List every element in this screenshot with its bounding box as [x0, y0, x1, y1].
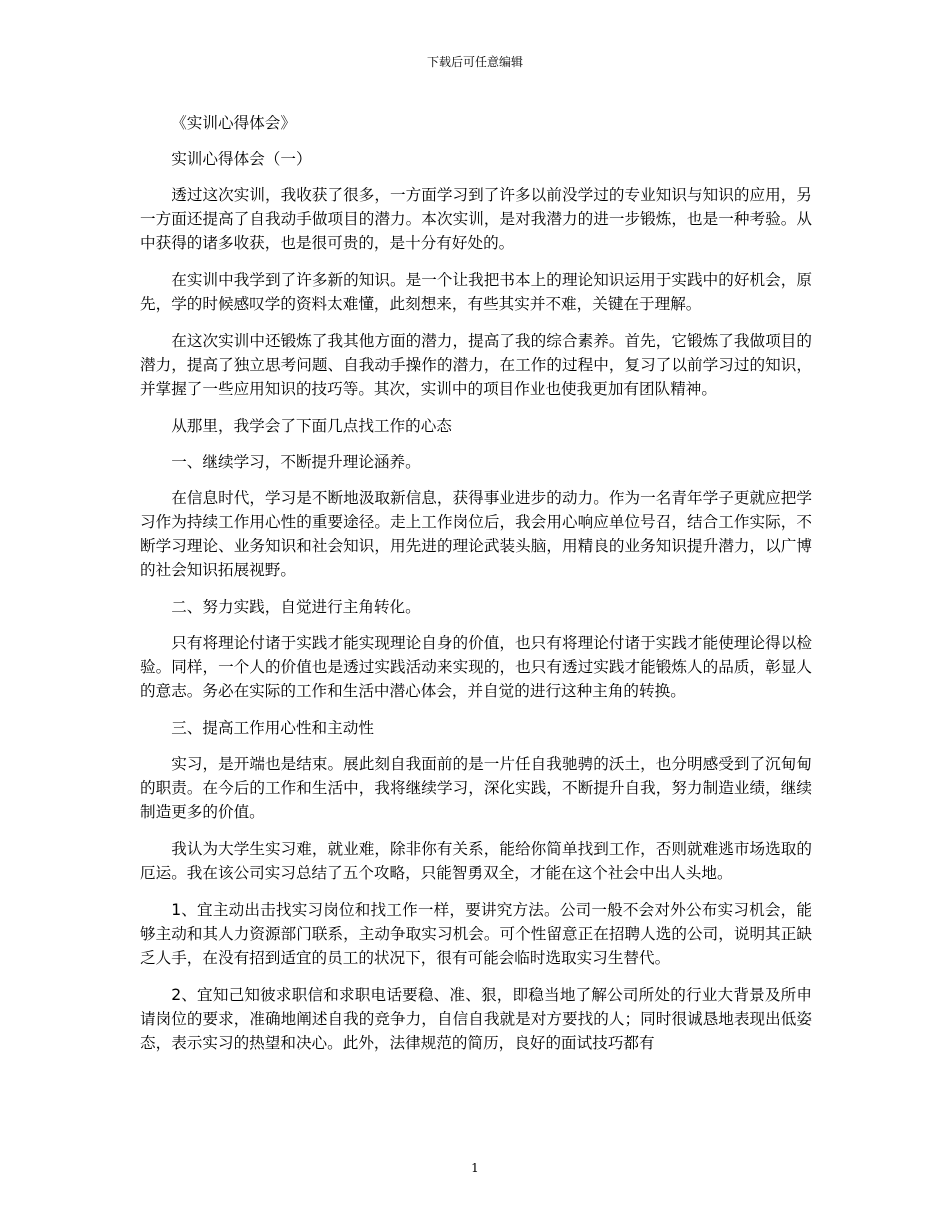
- paragraph: 在信息时代，学习是不断地汲取新信息，获得事业进步的动力。作为一名青年学子更就应把学习作为持续工作用心性的重要途径。走上工作岗位后，我会用心响应单位号召，结合工作实际，不断学习理论、业务知识和社会知识，用先进的理论武装头脑，用精良的业务知识提升潜力，以广博的社会知识拓展视野。: [140, 489, 812, 579]
- paragraph: 2、宜知己知彼求职信和求职电话要稳、准、狠，即稳当地了解公司所处的行业大背景及所申请岗位的要求，准确地阐述自我的竞争力，自信自我就是对方要找的人；同时很诚恳地表现出低姿态，表示实习的热望和决心。此外，法律规范的简历，良好的面试技巧都有: [140, 986, 812, 1052]
- section-heading: 一、继续学习，不断提升理论涵养。: [171, 453, 421, 471]
- document-subtitle: 实训心得体会（一）: [171, 150, 312, 168]
- paragraph: 从那里，我学会了下面几点找工作的心态: [171, 417, 452, 435]
- page-header: 下载后可任意编辑: [426, 55, 523, 69]
- section-heading: 三、提高工作用心性和主动性: [171, 719, 374, 737]
- paragraph: 在实训中我学到了许多新的知识。是一个让我把书本上的理论知识运用于实践中的好机会，原先，学的时候感叹学的资料太难懂，此刻想来，有些其实并不难，关键在于理解。: [140, 271, 812, 313]
- page-number: 1: [471, 1161, 479, 1175]
- paragraph: 透过这次实训，我收获了很多，一方面学习到了许多以前没学过的专业知识与知识的应用，另一方面还提高了自我动手做项目的潜力。本次实训，是对我潜力的进一步锻炼，也是一种考验。从中获得的诸多收获，也是很可贵的，是十分有好处的。: [140, 186, 812, 252]
- paragraph: 在这次实训中还锻炼了我其他方面的潜力，提高了我的综合素养。首先，它锻炼了我做项目的潜力，提高了独立思考问题、自我动手操作的潜力，在工作的过程中，复习了以前学习过的知识，并掌握了一些应用知识的技巧等。其次，实训中的项目作业也使我更加有团队精神。: [140, 332, 812, 398]
- paragraph: 1、宜主动出击找实习岗位和找工作一样，要讲究方法。公司一般不会对外公布实习机会，能够主动和其人力资源部门联系，主动争取实习机会。可个性留意正在招聘人选的公司，说明其正缺乏人手，在没有招到适宜的员工的状况下，很有可能会临时选取实习生替代。: [140, 901, 812, 967]
- document-title: 《实训心得体会》: [171, 114, 296, 132]
- paragraph: 我认为大学生实习难，就业难，除非你有关系，能给你简单找到工作，否则就难逃市场选取的厄运。我在该公司实习总结了五个攻略，只能智勇双全，才能在这个社会中出人头地。: [140, 840, 812, 882]
- section-heading: 二、努力实践，自觉进行主角转化。: [171, 598, 421, 616]
- document-body: [140, 111, 812, 1068]
- paragraph: 只有将理论付诸于实践才能实现理论自身的价值，也只有将理论付诸于实践才能使理论得以检验。同样，一个人的价值也是透过实践活动来实现的，也只有透过实践才能锻炼人的品质，彰显人的意志。务必在实际的工作和生活中潜心体会，并自觉的进行这种主角的转换。: [140, 634, 812, 700]
- paragraph: 实习，是开端也是结束。展此刻自我面前的是一片任自我驰骋的沃土，也分明感受到了沉甸甸的职责。在今后的工作和生活中，我将继续学习，深化实践，不断提升自我，努力制造业绩，继续制造更多的价值。: [140, 755, 812, 821]
